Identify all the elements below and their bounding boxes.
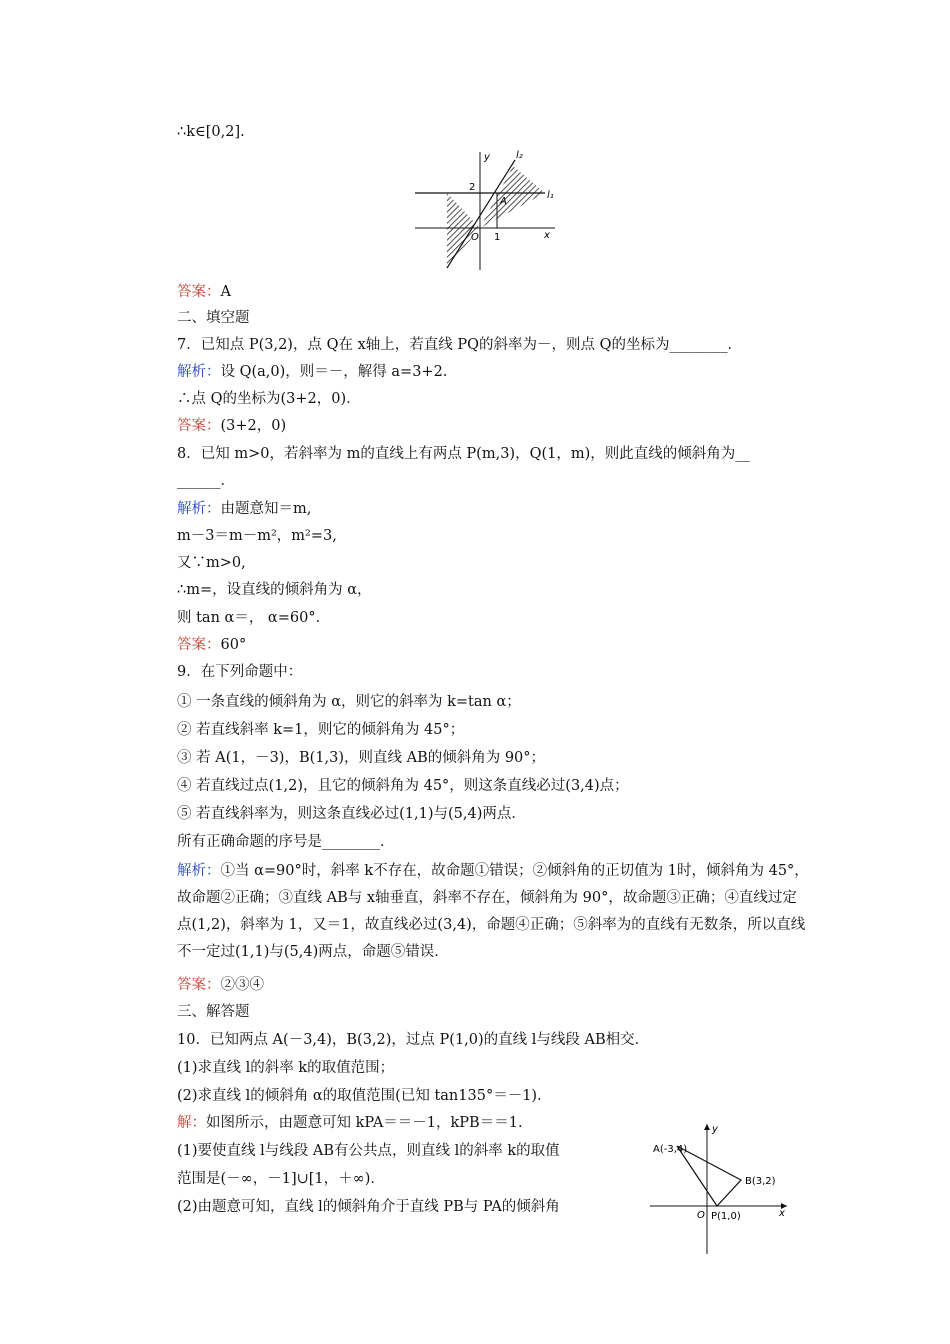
q10-solution [177, 1113, 523, 1133]
q10-step1b: 范围是(－∞，－1]∪[1，＋∞)． [177, 1171, 385, 1187]
q9-stem: 9．在下列命题中： [177, 664, 303, 680]
solution-text: 如图所示，由题意可知 kPA＝＝－1，kPB＝＝1. [206, 1115, 523, 1131]
fig1-label-O: O [471, 232, 479, 243]
q10-step1a: (1)要使直线 l与线段 AB有公共点，则直线 l的斜率 k的取值 [177, 1143, 560, 1159]
fig2-label-y: y [712, 1124, 718, 1135]
analysis-text: ①当 α=90°时，斜率 k不存在，故命题①错误；②倾斜角的正切值为 1时，倾斜角为 45°，故命题②正确；③直线 AB与 x轴垂直，斜率不存在，倾斜角为 90°，故命题③正确；④直线过定点(1,2)，斜率为 1，又＝1，故直线必过(3,4)，命题④正确；⑤斜率为的直线有无数条，所以直线不一定过(1,1)与(5,4)两点，命题⑤错误． [177, 863, 809, 960]
q7-stem: 7．已知点 P(3,2)，点 Q在 x轴上，若直线 PQ的斜率为－，则点 Q的坐标为________． [177, 337, 742, 353]
fig1-label-A: A [500, 196, 507, 207]
fig2-label-O: O [697, 1210, 705, 1221]
q10-stem: 10．已知两点 A(－3,4)，B(3,2)，过点 P(1,0)的直线 l与线段 AB相交． [177, 1032, 650, 1048]
q10-part2: (2)求直线 l的倾斜角 α的取值范围(已知 tan135°＝－1)． [177, 1088, 552, 1104]
analysis-label: 解析： [177, 501, 221, 517]
q8-answer [177, 635, 246, 655]
answer-q6 [177, 282, 231, 302]
section-solve: 三、解答题 [177, 1004, 250, 1020]
q8-line5: 则 tan α＝， α=60°． [177, 610, 331, 626]
q8-stem2: ______． [177, 473, 235, 489]
answer-value: 60° [220, 637, 247, 653]
q8-line2: m－3＝m－m²，m²=3, [177, 528, 337, 544]
q7-line2: ∴点 Q的坐标为(3+2，0)． [177, 391, 361, 407]
q9-ask: 所有正确命题的序号是________． [177, 834, 395, 850]
q8-analysis [177, 499, 311, 519]
analysis-label: 解析： [177, 364, 221, 380]
answer-value: A [220, 284, 231, 300]
q9-answer [177, 975, 264, 995]
q7-analysis [177, 362, 447, 382]
analysis-text: 设 Q(a,0)，则＝－，解得 a=3+2. [220, 364, 448, 380]
analysis-text: 由题意知＝m, [220, 501, 312, 517]
fig1-label-l1: l₁ [547, 190, 554, 201]
q9-item1: ① 一条直线的倾斜角为 α，则它的斜率为 k=tan α； [177, 694, 521, 710]
section-fill-in: 二、填空题 [177, 310, 250, 326]
answer-label: 答案： [177, 418, 221, 434]
fig2-label-P: P(1,0) [711, 1211, 741, 1222]
q7-answer [177, 416, 286, 436]
answer-value: ②③④ [220, 977, 264, 993]
fig1-label-y: y [484, 152, 490, 163]
fig1-label-one: 1 [494, 232, 501, 243]
answer-value: (3+2，0) [220, 418, 287, 434]
fig1-label-x: x [544, 230, 550, 241]
fig2-label-A: A(-3,4) [653, 1144, 688, 1155]
q8-line3: 又∵m>0, [177, 555, 246, 571]
q10-step2: (2)由题意可知，直线 l的倾斜角介于直线 PB与 PA的倾斜角 [177, 1199, 560, 1215]
answer-label: 答案： [177, 977, 221, 993]
fig2-label-x: x [779, 1208, 785, 1219]
line-conclusion: ∴k∈[0,2]. [177, 124, 245, 140]
q10-part1: (1)求直线 l的斜率 k的取值范围； [177, 1060, 395, 1076]
q9-item5: ⑤ 若直线斜率为，则这条直线必过(1,1)与(5,4)两点． [177, 806, 526, 822]
fig1-label-l2: l₂ [516, 150, 523, 161]
q9-item2: ② 若直线斜率 k=1，则它的倾斜角为 45°； [177, 722, 465, 738]
q9-item4: ④ 若直线过点(1,2)，且它的倾斜角为 45°，则这条直线必过(3,4)点； [177, 778, 629, 794]
q8-stem1: 8．已知 m>0，若斜率为 m的直线上有两点 P(m,3)，Q(1，m)，则此直线的倾斜角为__ [177, 446, 750, 462]
answer-label: 答案： [177, 637, 221, 653]
fig2-label-B: B(3,2) [745, 1176, 776, 1187]
analysis-label: 解析： [177, 863, 221, 879]
solution-label: 解： [177, 1115, 206, 1131]
q9-item3: ③ 若 A(1，－3)，B(1,3)，则直线 AB的倾斜角为 90°； [177, 750, 546, 766]
figure-slope-range [405, 146, 565, 272]
fig1-label-two: 2 [469, 182, 476, 193]
figure-segment-ab [645, 1118, 795, 1256]
q8-line4: ∴m=，设直线的倾斜角为 α， [177, 582, 372, 598]
answer-label: 答案： [177, 284, 221, 300]
q9-analysis [177, 858, 809, 966]
